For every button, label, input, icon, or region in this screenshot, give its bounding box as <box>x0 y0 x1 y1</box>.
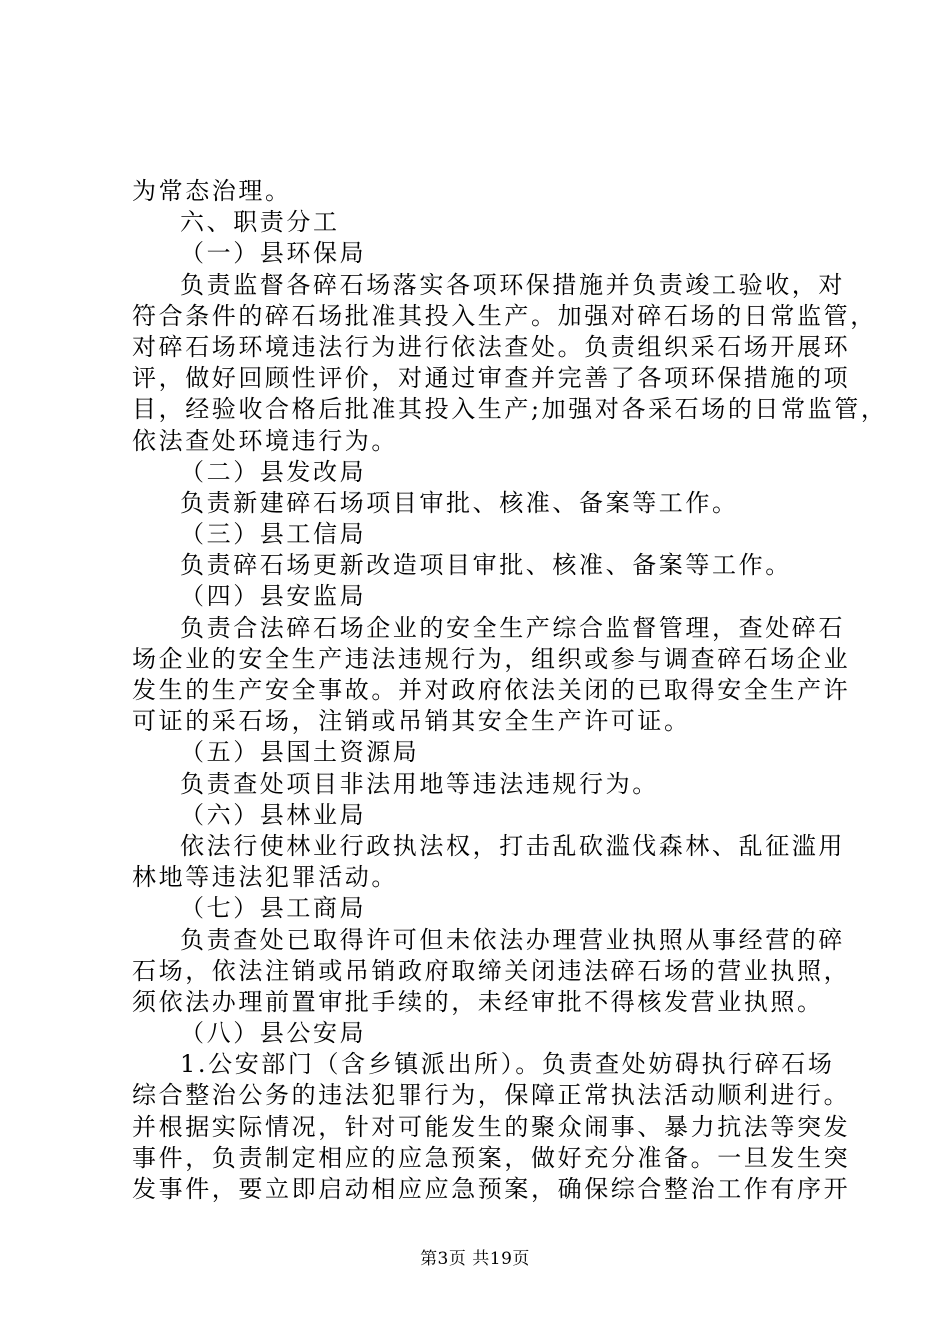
text-line: 须依法办理前置审批手续的，未经审批不得核发营业执照。 <box>132 987 824 1016</box>
text-line: 评，做好回顾性评价，对通过审查并完善了各项环保措施的项 <box>132 364 851 393</box>
text-line: 并根据实际情况，针对可能发生的聚众闹事、暴力抗法等突发 <box>132 1112 851 1141</box>
text-line: 负责监督各碎石场落实各项环保措施并负责竣工验收，对 <box>180 270 845 299</box>
text-line: 依法行使林业行政执法权，打击乱砍滥伐森林、乱征滥用 <box>180 831 845 860</box>
subsection-heading: （四）县安监局 <box>180 582 367 611</box>
subsection-heading: （七）县工商局 <box>180 894 367 923</box>
text-line: 负责碎石场更新改造项目审批、核准、备案等工作。 <box>180 551 792 580</box>
text-line: 依法查处环境违行为。 <box>132 426 398 455</box>
text-line: 负责查处项目非法用地等违法违规行为。 <box>180 769 659 798</box>
text-line: 综合整治公务的违法犯罪行为，保障正常执法活动顺利进行。 <box>132 1081 851 1110</box>
page-footer <box>0 1244 950 1269</box>
text-line: 发事件，要立即启动相应应急预案，确保综合整治工作有序开 <box>132 1175 851 1203</box>
subsection-heading: （二）县发改局 <box>180 457 367 486</box>
section-heading: 六、职责分工 <box>180 208 340 237</box>
page-number: 第3页 共19页 <box>420 1249 530 1269</box>
subsection-heading: （六）县林业局 <box>180 800 367 829</box>
subsection-heading: （一）县环保局 <box>180 239 367 268</box>
text-line: 负责新建碎石场项目审批、核准、备案等工作。 <box>180 488 739 517</box>
text-line: 林地等违法犯罪活动。 <box>132 863 398 892</box>
text-line: 场企业的安全生产违法违规行为，组织或参与调查碎石场企业 <box>132 644 851 673</box>
text-line: 为常态治理。 <box>132 177 292 205</box>
subsection-heading: （五）县国土资源局 <box>180 738 420 767</box>
text-line: 对碎石场环境违法行为进行依法查处。负责组织采石场开展环 <box>132 332 851 361</box>
text-line: 发生的生产安全事故。并对政府依法关闭的已取得安全生产许 <box>132 676 851 704</box>
text-line: 石场，依法注销或吊销政府取缔关闭违法碎石场的营业执照， <box>132 956 851 985</box>
document-body <box>132 176 888 1205</box>
text-line: 负责合法碎石场企业的安全生产综合监督管理，查处碎石 <box>180 613 845 642</box>
subsection-heading: （八）县公安局 <box>180 1019 367 1048</box>
text-line: 1.公安部门（含乡镇派出所）。负责查处妨碍执行碎石场 <box>180 1050 835 1079</box>
text-line: 事件，负责制定相应的应急预案，做好充分准备。一旦发生突 <box>132 1143 851 1172</box>
text-line: 目，经验收合格后批准其投入生产;加强对各采石场的日常监管， <box>132 395 888 424</box>
subsection-heading: （三）县工信局 <box>180 520 367 549</box>
text-line: 可证的采石场，注销或吊销其安全生产许可证。 <box>132 707 691 736</box>
text-line: 符合条件的碎石场批准其投入生产。加强对碎石场的日常监管， <box>132 301 877 330</box>
text-line: 负责查处已取得许可但未依法办理营业执照从事经营的碎 <box>180 925 845 954</box>
